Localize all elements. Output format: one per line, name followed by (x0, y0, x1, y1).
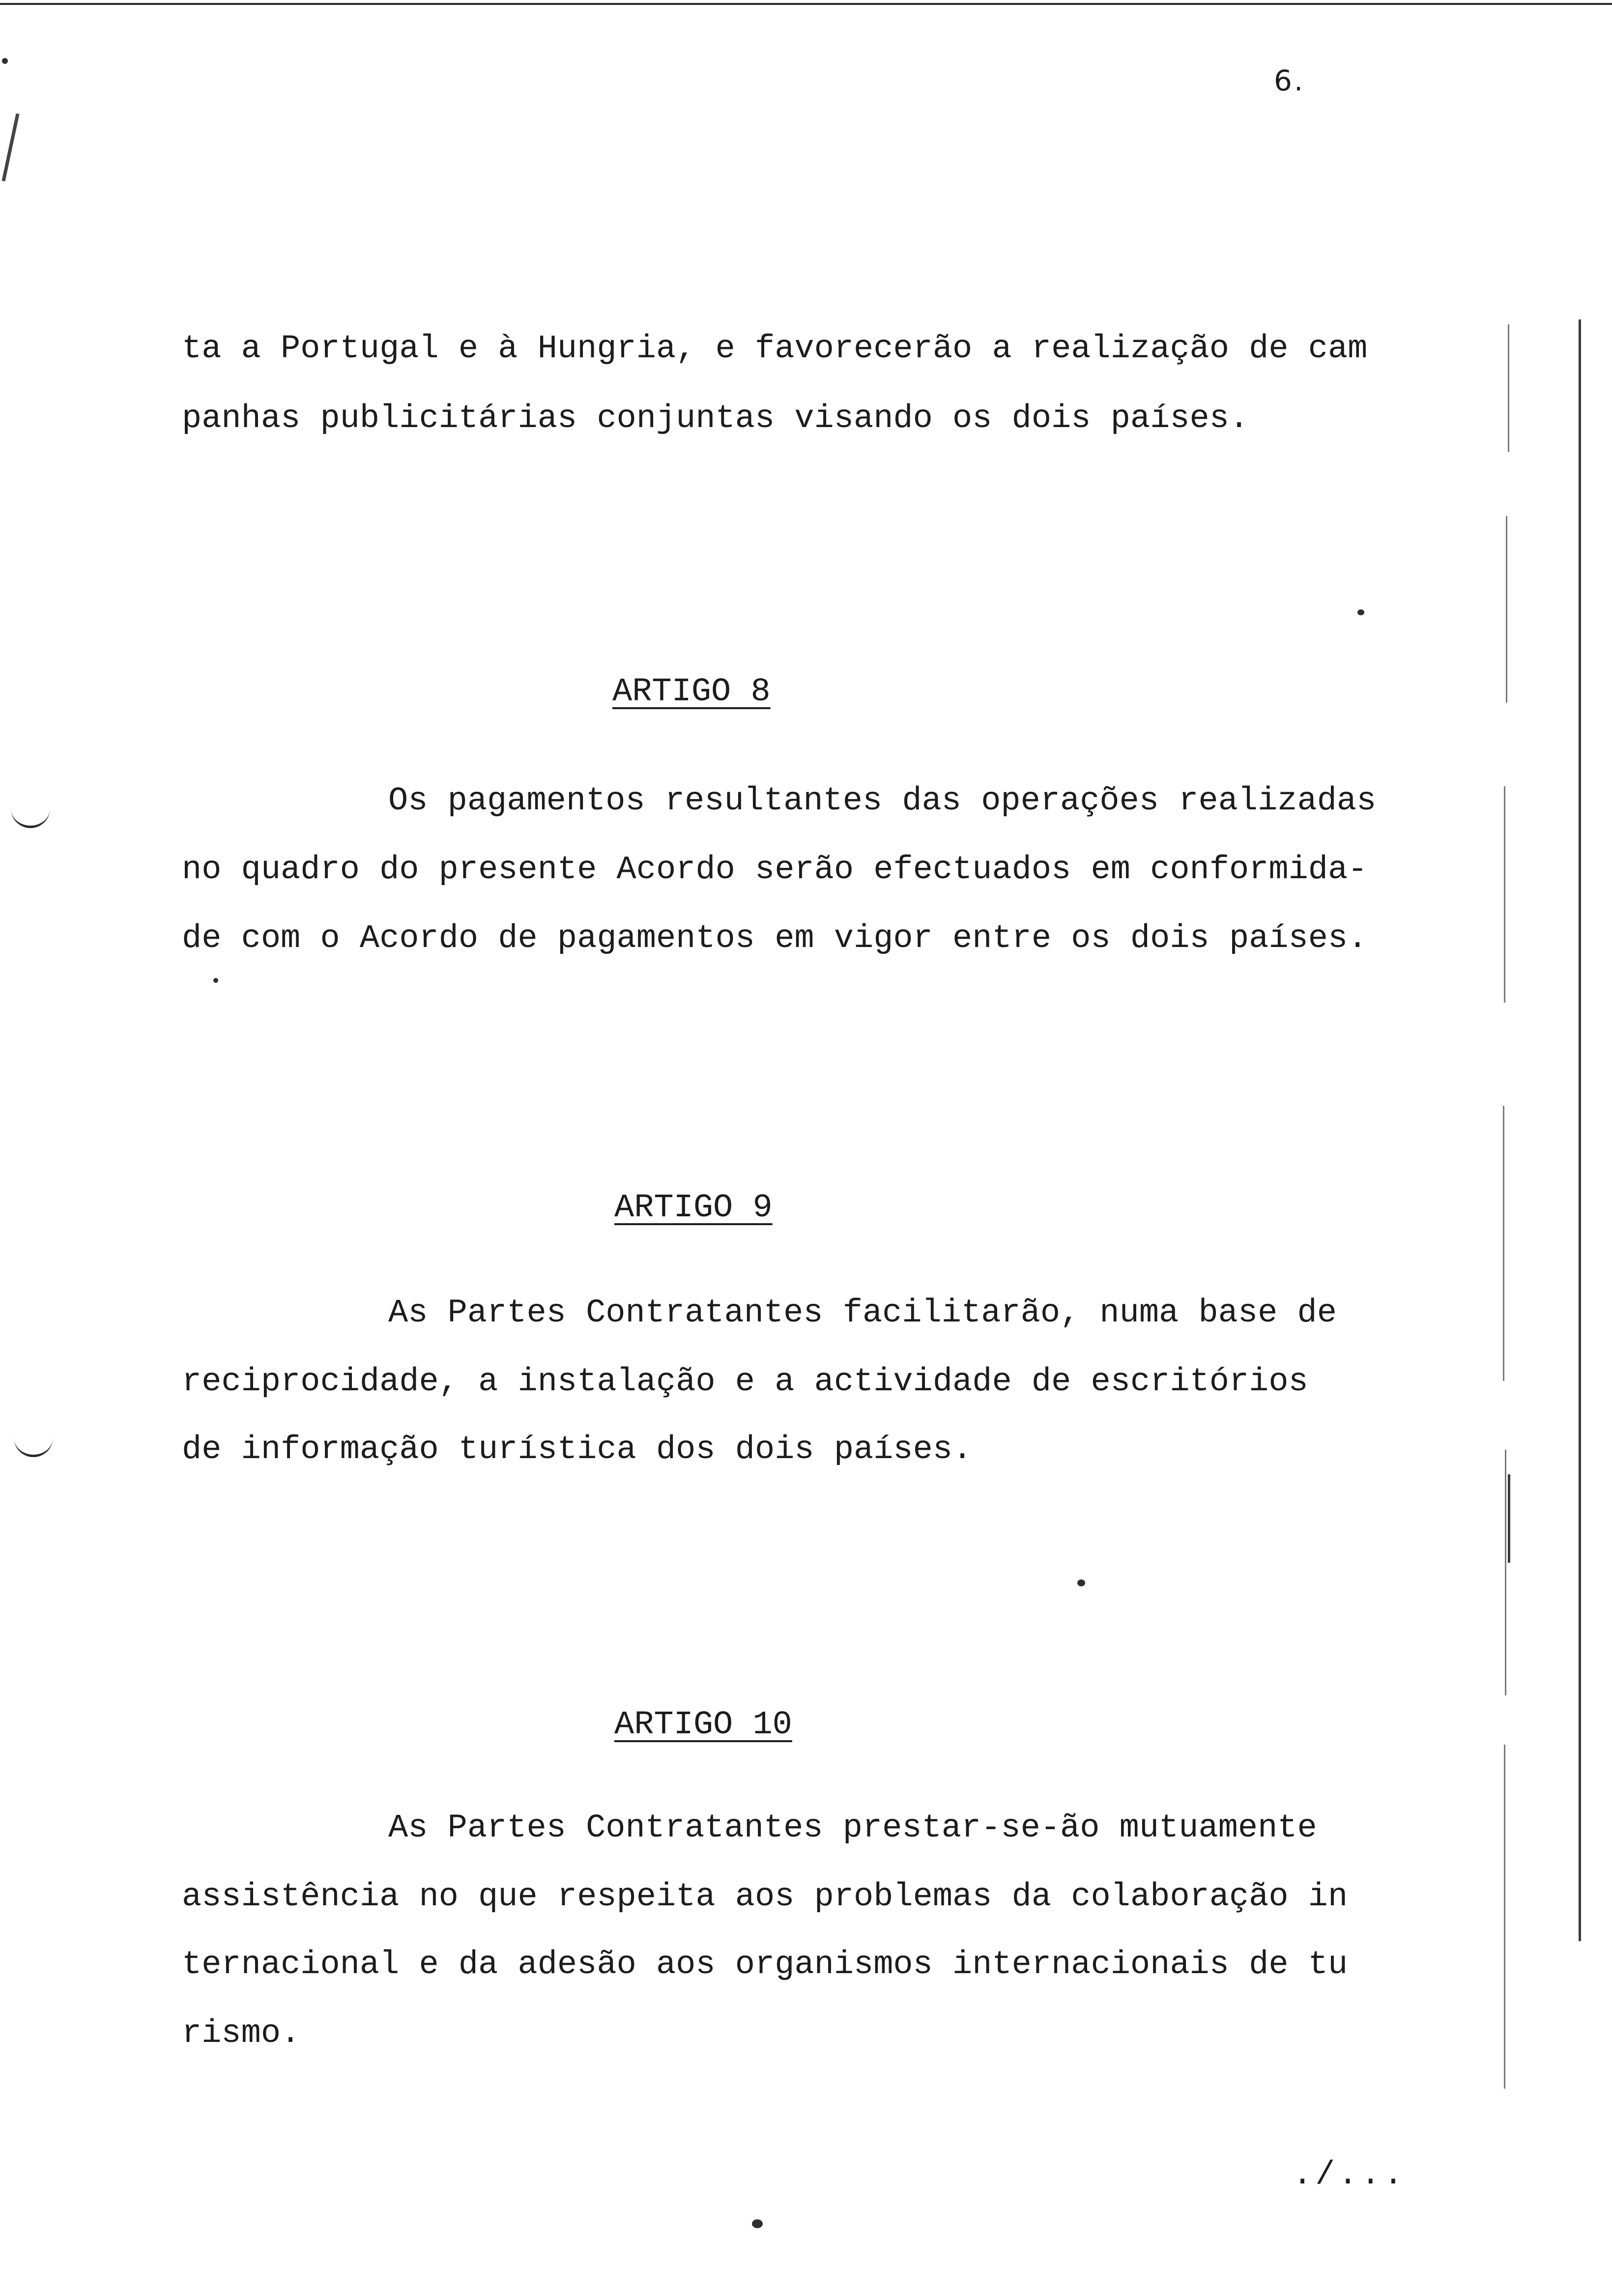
left-edge-mark (2, 114, 20, 181)
scan-curve-mark (11, 806, 50, 828)
right-margin-dash (1506, 516, 1507, 703)
right-margin-dash (1504, 786, 1505, 1003)
scan-speck (1077, 1579, 1085, 1586)
scan-speck (1357, 609, 1364, 615)
intro-line: panhas publicitárias conjuntas visando os dois países. (182, 400, 1249, 437)
right-margin-dash (1503, 1106, 1504, 1381)
continuation-marker: ./... (1293, 2156, 1407, 2194)
article-line: de com o Acordo de pagamentos em vigor entre os dois países. (182, 920, 1368, 957)
intro-line: ta a Portugal e à Hungria, e favorecerão a realização de cam (182, 330, 1368, 368)
scan-speck (2, 58, 8, 64)
article-line: reciprocidade, a instalação e a actividade de escritórios (182, 1363, 1308, 1401)
article-line: ternacional e da adesão aos organismos internacionais de tu (182, 1946, 1348, 1983)
scan-curve-mark (14, 1435, 53, 1457)
article-line: As Partes Contratantes facilitarão, numa base de (388, 1294, 1337, 1332)
article-line: de informação turística dos dois países. (182, 1431, 973, 1468)
right-margin-rule (1579, 319, 1581, 1941)
right-margin-dash (1505, 1450, 1506, 1695)
article-line: assistência no que respeita aos problemas da colaboração in (182, 1878, 1348, 1916)
article-heading: ARTIGO 8 (612, 673, 771, 711)
top-edge-rule (0, 3, 1612, 5)
right-margin-dash (1508, 324, 1509, 452)
page-number: 6. (1274, 64, 1305, 97)
article-heading: ARTIGO 9 (614, 1189, 773, 1227)
article-heading: ARTIGO 10 (614, 1706, 792, 1744)
article-line: rismo. (182, 2015, 301, 2052)
article-line: no quadro do presente Acordo serão efectuados em conformida- (182, 851, 1368, 889)
right-margin-dash (1504, 1745, 1505, 2089)
article-line: As Partes Contratantes prestar-se-ão mutuamente (388, 1809, 1317, 1847)
scan-speck (752, 2219, 763, 2228)
article-line: Os pagamentos resultantes das operações realizadas (388, 782, 1377, 820)
right-margin-rule (1508, 1474, 1510, 1563)
scan-speck (213, 978, 218, 983)
